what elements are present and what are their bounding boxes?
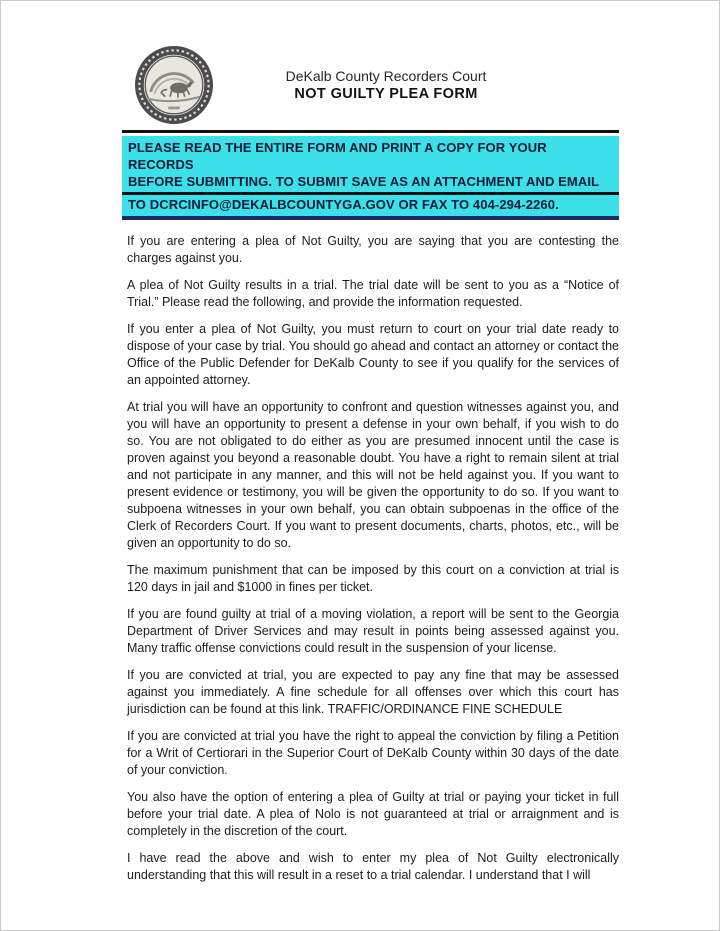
paragraph-maximum-punishment: The maximum punishment that can be imposed by this court on a conviction at trial is 120 days in jail and $1000 in fines per ticket. — [127, 563, 619, 594]
paragraph-moving-violation: If you are found guilty at trial of a moving violation, a report will be sent to the Georgia Department of Driver Services and may result in points being assessed against you. Many traffic offense convictions could result in the suspension of your license. — [127, 607, 619, 655]
paragraph-fine-schedule — [127, 667, 619, 718]
fine-schedule-text: If you are convicted at trial, you are expected to pay any fine that may be assessed against you immediately. A fine schedule for all offenses over which this court has jurisdiction can be found at this link. — [127, 668, 619, 716]
document-header — [122, 46, 619, 124]
form-title: NOT GUILTY PLEA FORM — [294, 86, 478, 102]
header-divider — [122, 130, 619, 133]
document-content — [122, 46, 619, 884]
notice-line-1: PLEASE READ THE ENTIRE FORM AND PRINT A COPY FOR YOUR RECORDS — [128, 140, 547, 172]
header-titles — [213, 67, 619, 103]
paragraph-appeal-rights: If you are convicted at trial you have the right to appeal the conviction by filing a Petition for a Writ of Certiorari in the Superior Court of DeKalb County within 30 days of the date of your conviction. — [127, 729, 619, 777]
notice-line-3: TO DCRCINFO@DEKALBCOUNTYGA.GOV OR FAX TO 404-294-2260. — [128, 197, 559, 212]
paragraph-trial-rights: At trial you will have an opportunity to confront and question witnesses against you, and you will have an opportunity to present a defense in your own behalf, if you wish to do so. You are not obligated to do either as you are presumed innocent until the case is proven against you beyond a reasonable doubt. You have a right to remain silent at trial and not participate in any manner, and this will not be held against you. If you want to present evidence or testimony, you will be given the opportunity to do so. If you want to subpoena witnesses in your own behalf, you can obtain subpoenas in the office of the Clerk of Recorders Court. If you want to present documents, charts, photos, etc., will be given an opportunity to do so. — [127, 400, 619, 550]
document-page — [1, 1, 719, 884]
fine-schedule-link[interactable]: TRAFFIC/ORDINANCE FINE SCHEDULE — [327, 702, 563, 716]
county-seal-icon — [135, 46, 213, 124]
paragraph-entering-plea: If you are entering a plea of Not Guilty, you are saying that you are contesting the charges against you. — [127, 234, 619, 265]
paragraph-results-in-trial: A plea of Not Guilty results in a trial. The trial date will be sent to you as a “Notice of Trial.” Please read the following, and provide the information requested. — [127, 278, 619, 309]
org-name: DeKalb County Recorders Court — [285, 68, 487, 84]
notice-line-2: BEFORE SUBMITTING. TO SUBMIT SAVE AS AN ATTACHMENT AND EMAIL — [128, 174, 600, 189]
paragraph-return-to-court: If you enter a plea of Not Guilty, you must return to court on your trial date ready to dispose of your case by trial. You should go ahead and contact an attorney or contact the Office of the Public Defender for DeKalb County to see if you qualify for the services of an appointed attorney. — [127, 322, 619, 387]
paragraph-acknowledgement: I have read the above and wish to enter my plea of Not Guilty electronically understanding that this will result in a reset to a trial calendar. I understand that I will — [127, 851, 619, 882]
body-text — [122, 233, 619, 884]
paragraph-guilty-option: You also have the option of entering a plea of Guilty at trial or paying your ticket in full before your trial date. A plea of Nolo is not guaranteed at trial or arraignment and is completely in the discretion of the court. — [127, 790, 619, 838]
notice-divider — [122, 192, 619, 195]
notice-box — [122, 136, 619, 220]
